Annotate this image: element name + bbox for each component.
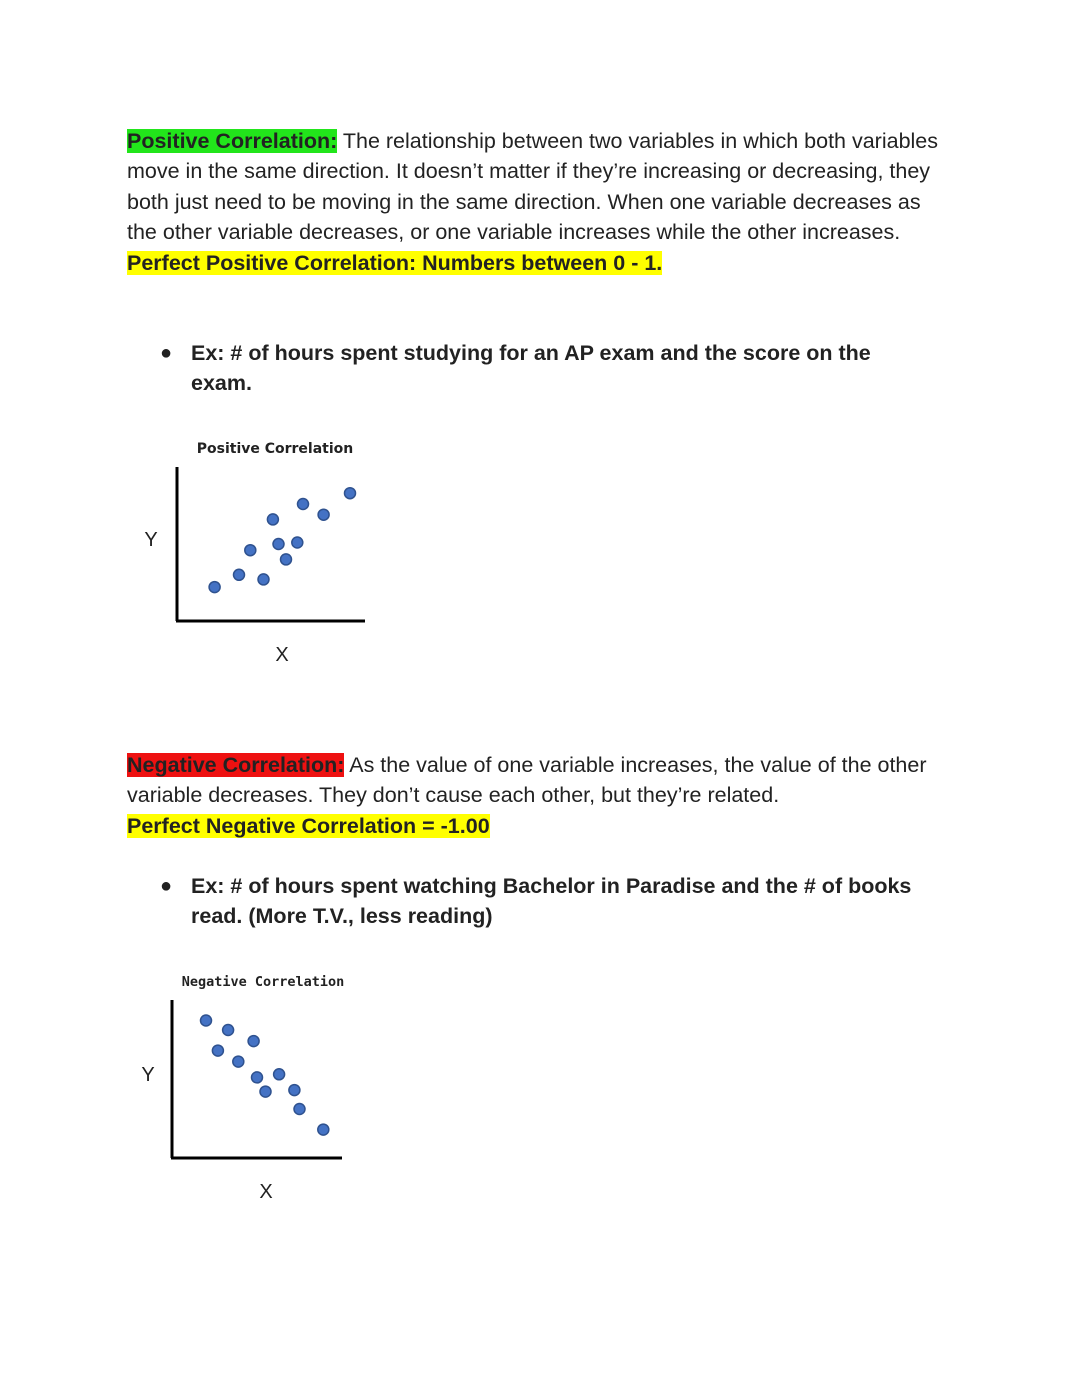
chart-title: Negative Correlation [181, 974, 345, 990]
positive-correlation-term: Positive Correlation: [127, 129, 338, 153]
data-point [260, 1086, 271, 1097]
x-axis-label: X [275, 644, 289, 666]
data-point [289, 1085, 300, 1096]
negative-correlation-term: Negative Correlation: [127, 753, 345, 777]
bullet-icon: ● [160, 875, 173, 897]
y-axis-label: Y [144, 529, 158, 551]
data-point [212, 1045, 223, 1056]
data-point [274, 1069, 285, 1080]
data-point [201, 1015, 212, 1026]
chart-title: Positive Correlation [196, 441, 354, 457]
positive-correlation-definition: The relationship between two variables in which both variables move in the same direction. It doesn’t matter if they’re increasing or decreasing, they both just need to be moving in the same direction. When one variable decreases as the other variable decreases, or one variable increases while the other increases. [127, 129, 939, 245]
perfect-negative-correlation-note: Perfect Negative Correlation = -1.00 [127, 813, 490, 838]
data-point [318, 1124, 329, 1135]
positive-example-text: Ex: # of hours spent studying for an AP exam and the score on the exam. [191, 341, 871, 396]
negative-correlation-definition: As the value of one variable increases, the value of the other variable decreases. They don’t cause each other, but they’re related. [127, 753, 927, 808]
data-point [233, 1056, 244, 1067]
scatter-points [201, 1015, 329, 1135]
perfect-positive-correlation-note: Perfect Positive Correlation: Numbers between 0 - 1. [127, 250, 663, 275]
data-point [248, 1036, 259, 1047]
data-point [294, 1104, 305, 1115]
data-point [223, 1025, 234, 1036]
negative-example-text: Ex: # of hours spent watching Bachelor in Paradise and the # of books read. (More T.V., less reading) [191, 874, 912, 929]
data-point [252, 1072, 263, 1083]
bullet-icon: ● [160, 342, 173, 364]
x-axis-label: X [259, 1181, 273, 1203]
y-axis-label: Y [141, 1064, 155, 1086]
